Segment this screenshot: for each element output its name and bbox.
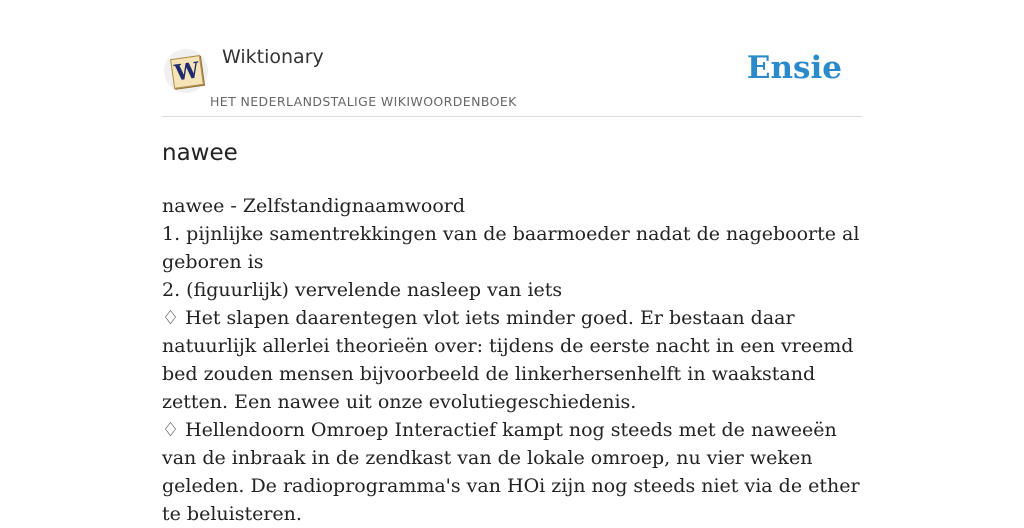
page-title: nawee [162,140,238,166]
site-name[interactable]: Wiktionary [222,46,324,68]
entry-heading: nawee - Zelfstandignaamwoord [162,195,466,217]
definition-2: 2. (figuurlijk) vervelende nasleep van iets [162,279,563,301]
site-header [162,0,862,117]
definition-1: 1. pijnlijke samentrekkingen van de baarmoeder nadat de nageboorte al geboren is [162,223,860,273]
site-tagline: HET NEDERLANDSTALIGE WIKIWOORDENBOEK [210,94,517,109]
example-2: ♢ Hellendoorn Omroep Interactief kampt nog steeds met de naweeën van de inbraak in de zendkast van de lokale omroep, nu vier weken geleden. De radioprogramma's van HOi zijn nog steeds niet via de ether te beluisteren. [162,419,860,525]
example-1: ♢ Het slapen daarentegen vlot iets minder goed. Er bestaan daar natuurlijk allerlei theorieën over: tijdens de eerste nacht in een vreemd bed zouden mensen bijvoorbeeld de linkerhersenhelft in waakstand zetten. Een nawee uit onze evolutiegeschiedenis. [162,307,854,413]
logo-tile: W [170,55,204,89]
page [162,0,862,525]
ensie-brand-logo[interactable]: Ensie [746,50,842,86]
wiktionary-logo-icon[interactable] [164,49,208,93]
entry-content [162,192,862,528]
